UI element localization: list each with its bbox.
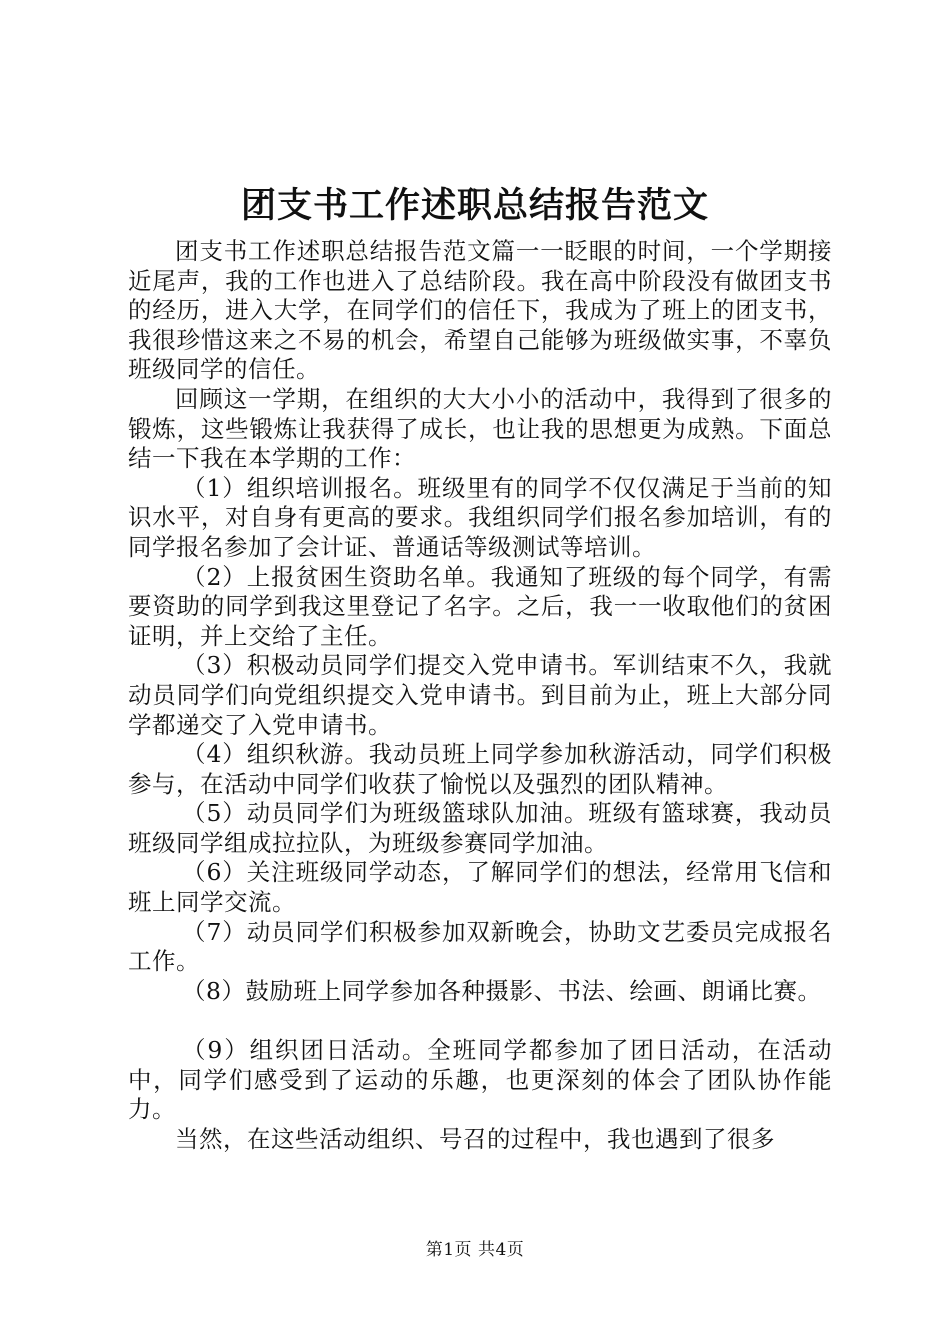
page-footer: 第1页 共4页 [425, 1240, 525, 1260]
paragraph-item-2: （2）上报贫困生资助名单。我通知了班级的每个同学，有需要资助的同学到我这里登记了名字。之后，我一一收取他们的贫困证明，并上交给了主任。 [128, 562, 832, 650]
paragraph-item-8: （8）鼓励班上同学参加各种摄影、书法、绘画、朗诵比赛。 [182, 976, 822, 1005]
paragraph-review: 回顾这一学期，在组织的大大小小的活动中，我得到了很多的锻炼，这些锻炼让我获得了成长，也让我的思想更为成熟。下面总结一下我在本学期的工作： [128, 384, 832, 473]
paragraph-item-1: （1）组织培训报名。班级里有的同学不仅仅满足于当前的知识水平，对自身有更高的要求。我组织同学们报名参加培训，有的同学报名参加了会计证、普通话等级测试等培训。 [128, 473, 832, 561]
paragraph-item-9: （9）组织团日活动。全班同学都参加了团日活动，在活动中，同学们感受到了运动的乐趣，也更深刻的体会了团队协作能力。 [128, 1036, 832, 1124]
document-title: 团支书工作述职总结报告范文 [240, 185, 709, 226]
paragraph-item-7: （7）动员同学们积极参加双新晚会，协助文艺委员完成报名工作。 [128, 917, 832, 976]
paragraph-item-6: （6）关注班级同学动态，了解同学们的想法，经常用飞信和班上同学交流。 [128, 858, 832, 917]
paragraph-item-4: （4）组织秋游。我动员班上同学参加秋游活动，同学们积极参与，在活动中同学们收获了愉悦以及强烈的团队精神。 [128, 740, 832, 798]
paragraph-conclusion: 当然，在这些活动组织、号召的过程中，我也遇到了很多 [175, 1124, 775, 1153]
paragraph-item-3: （3）积极动员同学们提交入党申请书。军训结束不久，我就动员同学们向党组织提交入党申请书。到目前为止，班上大部分同学都递交了入党申请书。 [128, 651, 832, 739]
paragraph-intro: 团支书工作述职总结报告范文篇一一眨眼的时间，一个学期接近尾声，我的工作也进入了总结阶段。我在高中阶段没有做团支书的经历，进入大学，在同学们的信任下，我成为了班上的团支书，我很珍惜这来之不易的机会，希望自己能够为班级做实事，不辜负班级同学的信任。 [128, 237, 832, 384]
document-body [128, 237, 832, 1154]
paragraph-item-5: （5）动员同学们为班级篮球队加油。班级有篮球赛，我动员班级同学组成拉拉队，为班级参赛同学加油。 [128, 799, 832, 857]
